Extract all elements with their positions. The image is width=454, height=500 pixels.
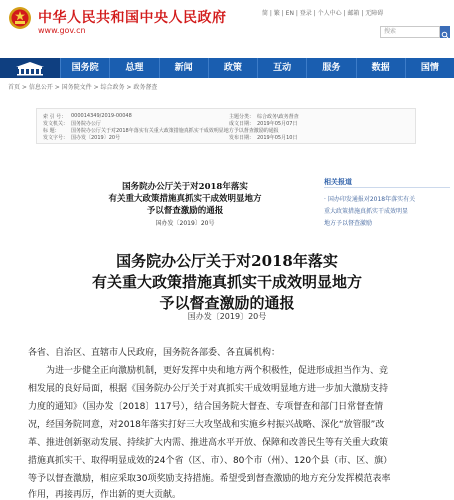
info-subject-label: 主题分类：	[229, 114, 255, 120]
doc-number: 国办发〔2019〕20号	[187, 312, 267, 321]
info-subject-value: 综合政务\政务督查	[257, 114, 299, 120]
nav-item-service[interactable]: 服务	[306, 58, 355, 78]
info-pubdate-value: 2019年05月10日	[257, 135, 298, 141]
doc-body-line-4: 力度的通知》（国办发〔2018〕117号），结合国务院大督查、专项督查和部门日常督查情	[28, 402, 384, 412]
related-reports-title: 相关报道	[324, 178, 352, 186]
nav-item-premier[interactable]: 总理	[109, 58, 158, 78]
nav-item-news[interactable]: 新闻	[159, 58, 208, 78]
info-date-label: 成文日期：	[229, 121, 255, 127]
doc-body-line-3: 相发展的良好局面，根据《国务院办公厅关于对真抓实干成效明显地方进一步加大激励支持	[28, 384, 389, 394]
site-header	[0, 0, 454, 58]
document-info-table	[36, 108, 416, 144]
nav-home[interactable]	[0, 58, 60, 78]
info-title-label: 标 题：	[43, 128, 60, 134]
info-pubdate-label: 发布日期：	[229, 135, 255, 141]
search-icon	[440, 29, 450, 41]
national-emblem-icon[interactable]	[8, 6, 32, 30]
info-docno-value: 国办发〔2019〕20号	[71, 135, 121, 141]
info-docno-label: 发文字号：	[43, 135, 69, 141]
doc-title-line-2: 有关重大政策措施真抓实干成效明显地方	[91, 273, 362, 291]
doc-body-line-8: 等予以督查激励，相应采取30项奖励支持措施。希望受到督查激励的地方充分发挥模范表率	[28, 474, 391, 484]
small-doc-title-line-2: 有关重大政策措施真抓实干成效明显地方	[108, 194, 262, 204]
related-link-line-2[interactable]: 重大政策措施真抓实干成效明显	[324, 208, 409, 215]
doc-body-line-5: 况，经国务院同意，对2018年落实打好三大攻坚战和实施乡村振兴战略、深化“放管服”改	[28, 420, 385, 430]
doc-title-line-1: 国务院办公厅关于对2018年落实	[116, 252, 338, 270]
info-title-value: 国务院办公厅关于对2018年落实有关重大政策措施真抓实干成效明显地方予以督查激励的通报	[71, 128, 279, 134]
nav-item-interaction[interactable]: 互动	[257, 58, 306, 78]
related-link-line-3[interactable]: 地方予以督查激励	[324, 220, 373, 227]
main-nav	[0, 58, 454, 78]
related-divider	[324, 187, 450, 188]
site-url[interactable]: www.gov.cn	[38, 26, 86, 35]
small-doc-title-line-1: 国务院办公厅关于对2018年落实	[122, 182, 248, 192]
search-button[interactable]	[440, 26, 450, 38]
nav-item-data[interactable]: 数据	[356, 58, 405, 78]
doc-body-line-7: 措施真抓实干、取得明显成效的24个省（区、市）、80个市（州）、120个县（市、区、旗）	[28, 456, 393, 466]
site-title[interactable]: 中华人民共和国中央人民政府	[38, 10, 227, 26]
breadcrumb[interactable]: 首页 > 信息公开 > 国务院文件 > 综合政务 > 政务督查	[8, 84, 158, 91]
top-links[interactable]: 简 | 繁 | EN | 登录 | 个人中心 | 邮箱 | 无障碍	[262, 10, 384, 17]
related-link-line-1[interactable]: · 国办印发通报对2018年落实有关	[324, 196, 416, 203]
great-hall-icon	[14, 60, 46, 76]
info-index-value: 000014349/2019-00048	[71, 113, 132, 119]
small-doc-number: 国办发〔2019〕20号	[155, 220, 215, 227]
doc-body-line-9: 作用，再接再厉，作出新的更大贡献。	[28, 490, 182, 500]
nav-item-state-council[interactable]: 国务院	[60, 58, 109, 78]
doc-title-line-3: 予以督查激励的通报	[159, 294, 295, 312]
info-index-label: 索 引 号：	[43, 114, 67, 120]
small-doc-title-line-3: 予以督查激励的通报	[146, 206, 224, 216]
nav-item-national-profile[interactable]: 国情	[405, 58, 454, 78]
info-issuer-label: 发文机关：	[43, 121, 69, 127]
info-date-value: 2019年05月07日	[257, 121, 298, 127]
doc-body-line-1: 各省、自治区、直辖市人民政府，国务院各部委、各直属机构：	[28, 348, 281, 358]
nav-item-policy[interactable]: 政策	[208, 58, 257, 78]
doc-body-line-2: 为进一步健全正向激励机制，更好发挥中央和地方两个积极性，促进形成担当作为、竞	[28, 366, 389, 376]
info-issuer-value: 国务院办公厅	[71, 121, 102, 127]
doc-body-line-6: 革、推进创新驱动发展、持续扩大内需、推进高水平开放、保障和改善民生等有关重大政策	[28, 438, 389, 448]
search-input[interactable]: 搜索	[380, 26, 440, 38]
